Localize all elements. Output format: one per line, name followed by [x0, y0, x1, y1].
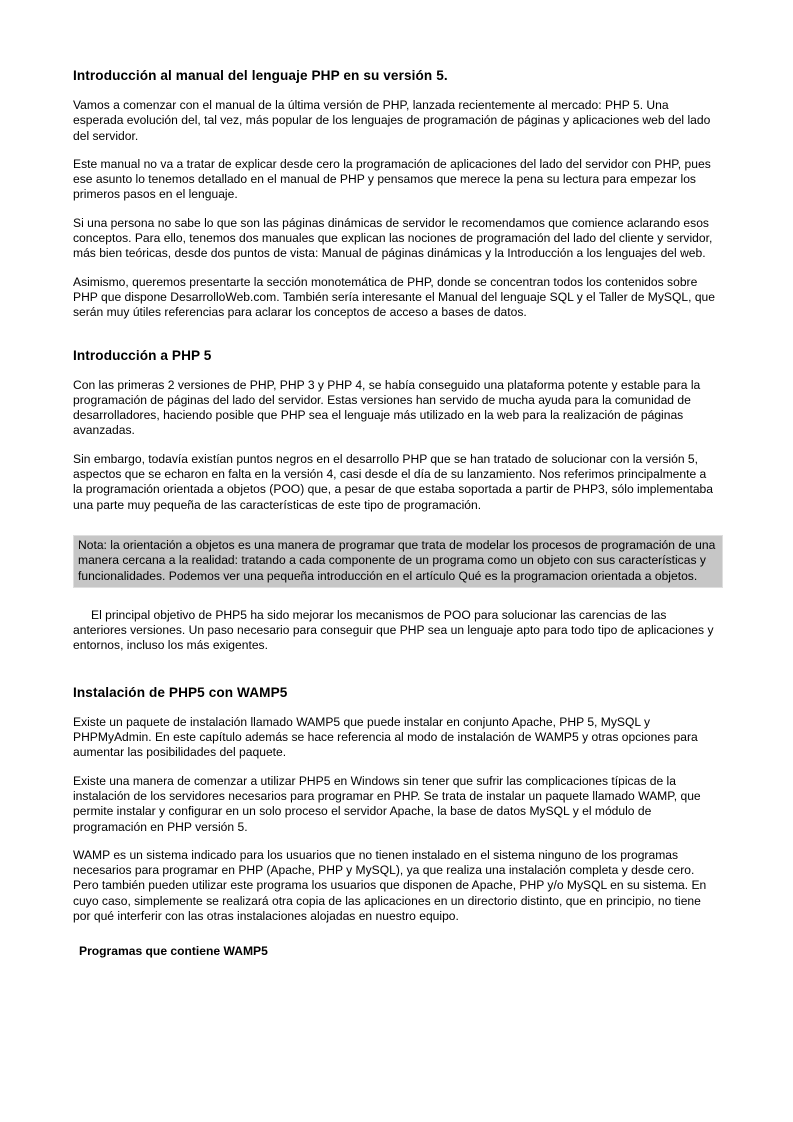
spacer-before-wamp5-subheading — [73, 924, 719, 944]
note-callout: Nota: la orientación a objetos es una manera de programar que trata de modelar los procesos de programación de una manera cercana a la realidad: tratando a cada componente de un programa como un objeto con sus características y funcionalidades. Podemos ver una pequeña introducción en el artículo Qué es la programacion orientada a objetos. — [73, 535, 723, 588]
intro-paragraph-3: Si una persona no sabe lo que son las páginas dinámicas de servidor le recomendamos que comience aclarando esos conceptos. Para ello, tenemos dos manuales que explican las nociones de programación del lado del cliente y servidor, más bien teóricas, desde dos puntos de vista: Manual de páginas dinámicas y la Introducción a los lenguajes del web. — [73, 215, 713, 261]
intro-paragraph-4: Asimismo, queremos presentarte la sección monotemática de PHP, donde se concentran todos los contenidos sobre PHP que dispone DesarrolloWeb.com. También sería interesante el Manual del lenguaje SQL y el Taller de MySQL, que serán muy útiles referencias para aclarar los conceptos de acceso a bases de datos. — [73, 274, 716, 320]
section-heading-introduccion-php5: Introducción a PHP 5 — [73, 347, 212, 363]
intro-paragraph-2: Este manual no va a tratar de explicar desde cero la programación de aplicaciones del lado del servidor con PHP, pues ese asunto lo tenemos detallado en el manual de PHP y pensamos que merece la pena su lectura para empezar los primeros pasos en el lenguaje. — [73, 156, 711, 202]
spacer-after-php5-heading — [73, 364, 719, 378]
intro-paragraph-1: Vamos a comenzar con el manual de la última versión de PHP, lanzada recientemente al mercado: PHP 5. Una esperada evolución del, tal vez, más popular de los lenguajes de programación de páginas y aplicaciones web del lado del servidor. — [73, 98, 711, 143]
spacer-after-wamp5-heading — [73, 701, 719, 715]
wamp5-subheading-programas: Programas que contiene WAMP5 — [79, 944, 268, 959]
php5-paragraph-1: Con las primeras 2 versiones de PHP, PHP 3 y PHP 4, se había conseguido una plataforma potente y estable para la programación de páginas del lado del servidor. Estas versiones han servido de mucha ayuda para la comunidad de desarrolladores, haciendo posible que PHP sea el lenguaje más utilizado en la web para la realización de páginas avanzadas. — [73, 377, 701, 438]
spacer-after-note — [73, 588, 719, 608]
wamp5-paragraph-3: WAMP es un sistema indicado para los usuarios que no tienen instalado en el sistema ninguno de los programas necesarios para programar en PHP (Apache, PHP y MySQL), ya que realiza una instalación completa y desde cero. Pero también pueden utilizar este programa los usuarios que disponen de Apache, PHP y/o MySQL en su sistema. En cuyo caso, simplemente se realizará otra copia de las aplicaciones en un directorio distinto, que en principio, no tiene por qué interferir con las otras instalaciones alojadas en nuestro equipo. — [73, 847, 707, 923]
note-callout-wrapper — [73, 533, 719, 588]
wamp5-paragraph-1: Existe un paquete de instalación llamado WAMP5 que puede instalar en conjunto Apache, PHP 5, MySQL y PHPMyAdmin. En este capítulo además se hace referencia al modo de instalación de WAMP5 y otras opciones para aumentar las posibilidades del paquete. — [73, 714, 698, 760]
wamp5-paragraph-2: Existe una manera de comenzar a utilizar PHP5 en Windows sin tener que sufrir las complicaciones típicas de la instalación de los servidores necesarios para programar en PHP. Se trata de instalar un paquete llamado WAMP, que permite instalar y configurar en un solo proceso el servidor Apache, la base de datos MySQL y el módulo de programación en PHP versión 5. — [73, 773, 701, 834]
spacer-before-php5-heading — [73, 321, 719, 348]
spacer-before-wamp5-heading — [73, 654, 719, 685]
spacer-before-note — [73, 513, 719, 533]
section-heading-instalacion-wamp5: Instalación de PHP5 con WAMP5 — [73, 684, 288, 700]
php5-paragraph-2: Sin embargo, todavía existían puntos negros en el desarrollo PHP que se han tratado de solucionar con la versión 5, aspectos que se echaron en falta en la versión 4, casi desde el día de su lanzamiento. Nos referimos principalmente a la programación orientada a objetos (POO) que, a pesar de que estaba soportada a partir de PHP3, sólo implementaba una parte muy pequeña de las características de este tipo de programación. — [73, 451, 714, 512]
page-title: Introducción al manual del lenguaje PHP en su versión 5. — [73, 68, 448, 83]
php5-closing-paragraph: El principal objetivo de PHP5 ha sido mejorar los mecanismos de POO para solucionar las carencias de las anteriores versiones. Un paso necesario para conseguir que PHP sea un lenguaje apto para todo tipo de aplicaciones y entornos, incluso los más exigentes. — [73, 607, 714, 653]
document-content — [73, 68, 719, 960]
